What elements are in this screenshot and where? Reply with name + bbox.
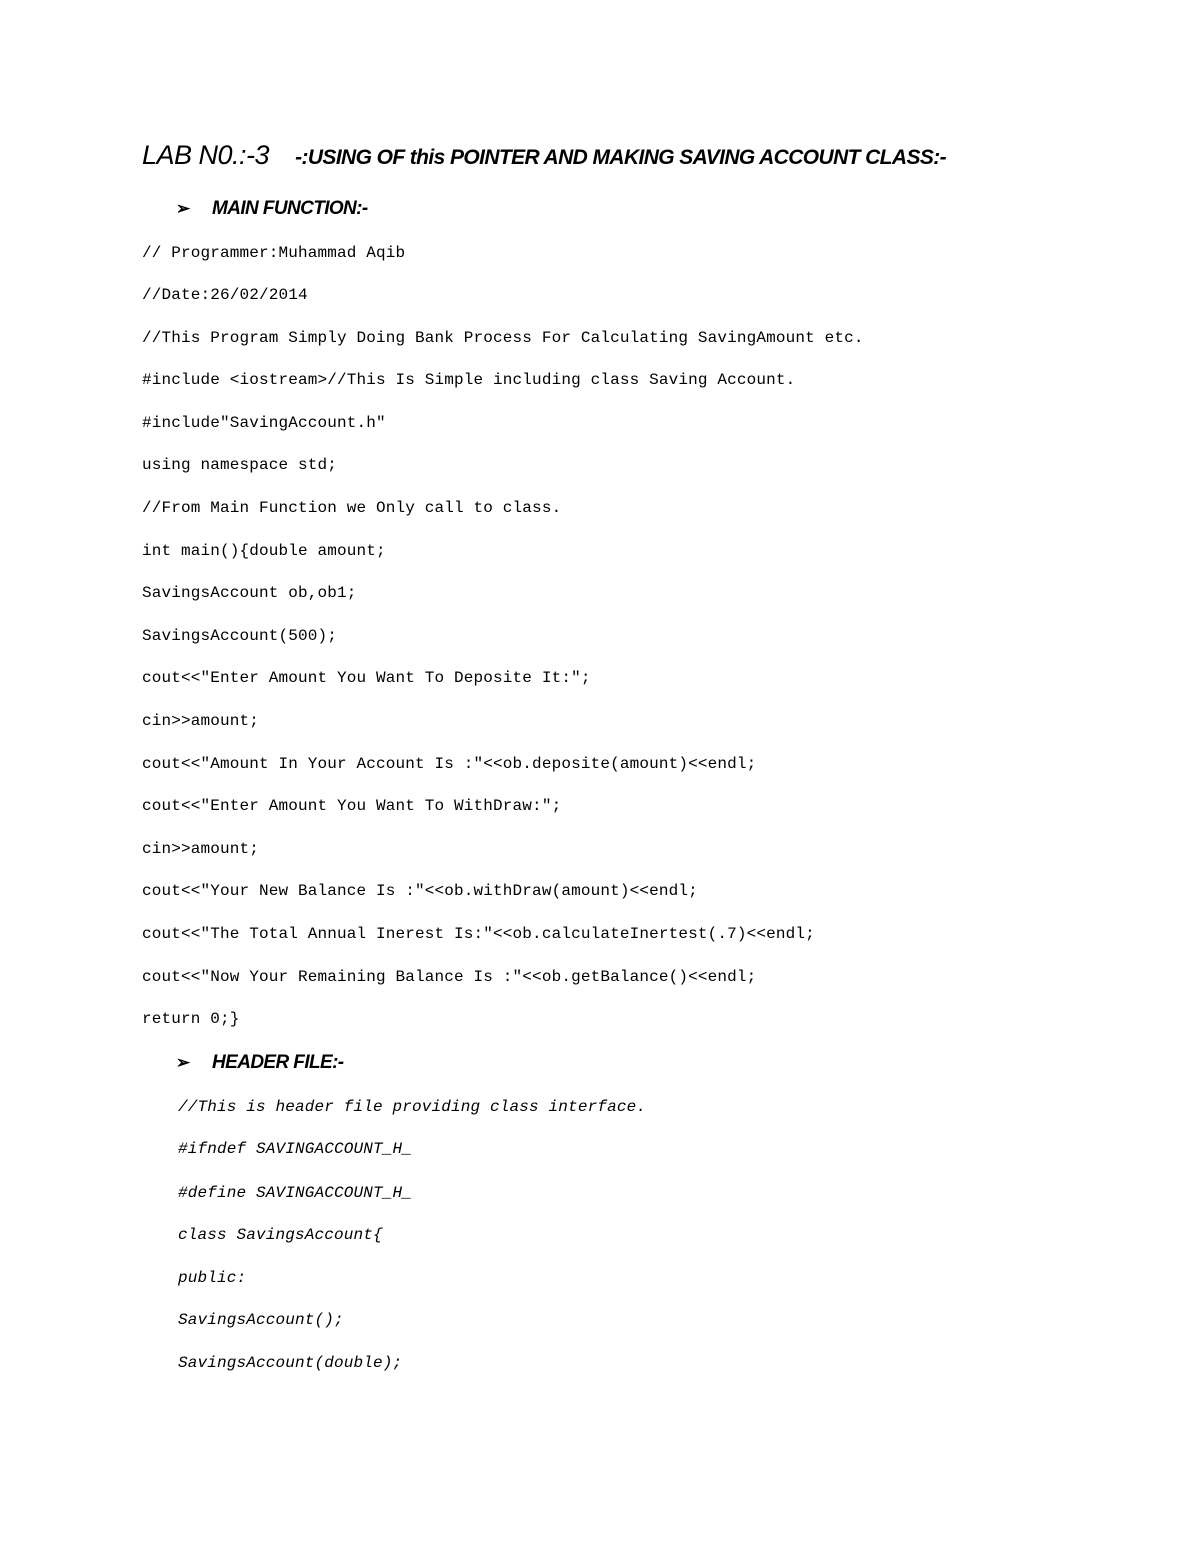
code-line: cout<<"Your New Balance Is :"<<ob.withDraw(amount)<<endl; <box>142 882 698 900</box>
code-line: cout<<"Now Your Remaining Balance Is :"<<ob.getBalance()<<endl; <box>142 968 757 986</box>
code-line: SavingsAccount(double); <box>178 1354 403 1372</box>
arrow-bullet-icon: ➢ <box>176 199 191 218</box>
code-line: int main(){double amount; <box>142 542 386 560</box>
code-line: public: <box>178 1269 247 1287</box>
main-function-heading <box>176 198 368 220</box>
code-line: cin>>amount; <box>142 840 260 858</box>
code-line: //Date:26/02/2014 <box>142 286 308 304</box>
code-line: cout<<"Enter Amount You Want To WithDraw:"; <box>142 797 562 815</box>
section-heading-label: HEADER FILE:- <box>212 1052 344 1073</box>
arrow-bullet-icon: ➢ <box>176 1053 191 1072</box>
code-line: #include <iostream>//This Is Simple including class Saving Account. <box>142 371 796 389</box>
code-line: //This Program Simply Doing Bank Process For Calculating SavingAmount etc. <box>142 329 864 347</box>
lab-subject: -:USING OF this POINTER AND MAKING SAVING ACCOUNT CLASS:- <box>295 146 947 169</box>
code-line: #include"SavingAccount.h" <box>142 414 386 432</box>
code-line: class SavingsAccount{ <box>178 1226 383 1244</box>
page-title <box>142 140 946 171</box>
header-file-heading <box>176 1052 344 1074</box>
code-line: using namespace std; <box>142 456 338 474</box>
code-line: #define SAVINGACCOUNT_H_ <box>178 1184 413 1202</box>
code-line: SavingsAccount(500); <box>142 627 338 645</box>
code-line: cout<<"Enter Amount You Want To Deposite It:"; <box>142 669 591 687</box>
code-line: //From Main Function we Only call to class. <box>142 499 562 517</box>
code-line: #ifndef SAVINGACCOUNT_H_ <box>178 1140 413 1158</box>
code-line: cout<<"Amount In Your Account Is :"<<ob.deposite(amount)<<endl; <box>142 755 757 773</box>
code-line: //This is header file providing class interface. <box>178 1098 647 1116</box>
code-line: SavingsAccount(); <box>178 1311 344 1329</box>
code-line: return 0;} <box>142 1010 240 1028</box>
code-line: cout<<"The Total Annual Inerest Is:"<<ob.calculateInertest(.7)<<endl; <box>142 925 815 943</box>
lab-number: LAB N0.:-3 <box>142 140 270 170</box>
section-heading-label: MAIN FUNCTION:- <box>212 198 368 219</box>
code-line: cin>>amount; <box>142 712 260 730</box>
code-line: // Programmer:Muhammad Aqib <box>142 244 406 262</box>
code-line: SavingsAccount ob,ob1; <box>142 584 357 602</box>
